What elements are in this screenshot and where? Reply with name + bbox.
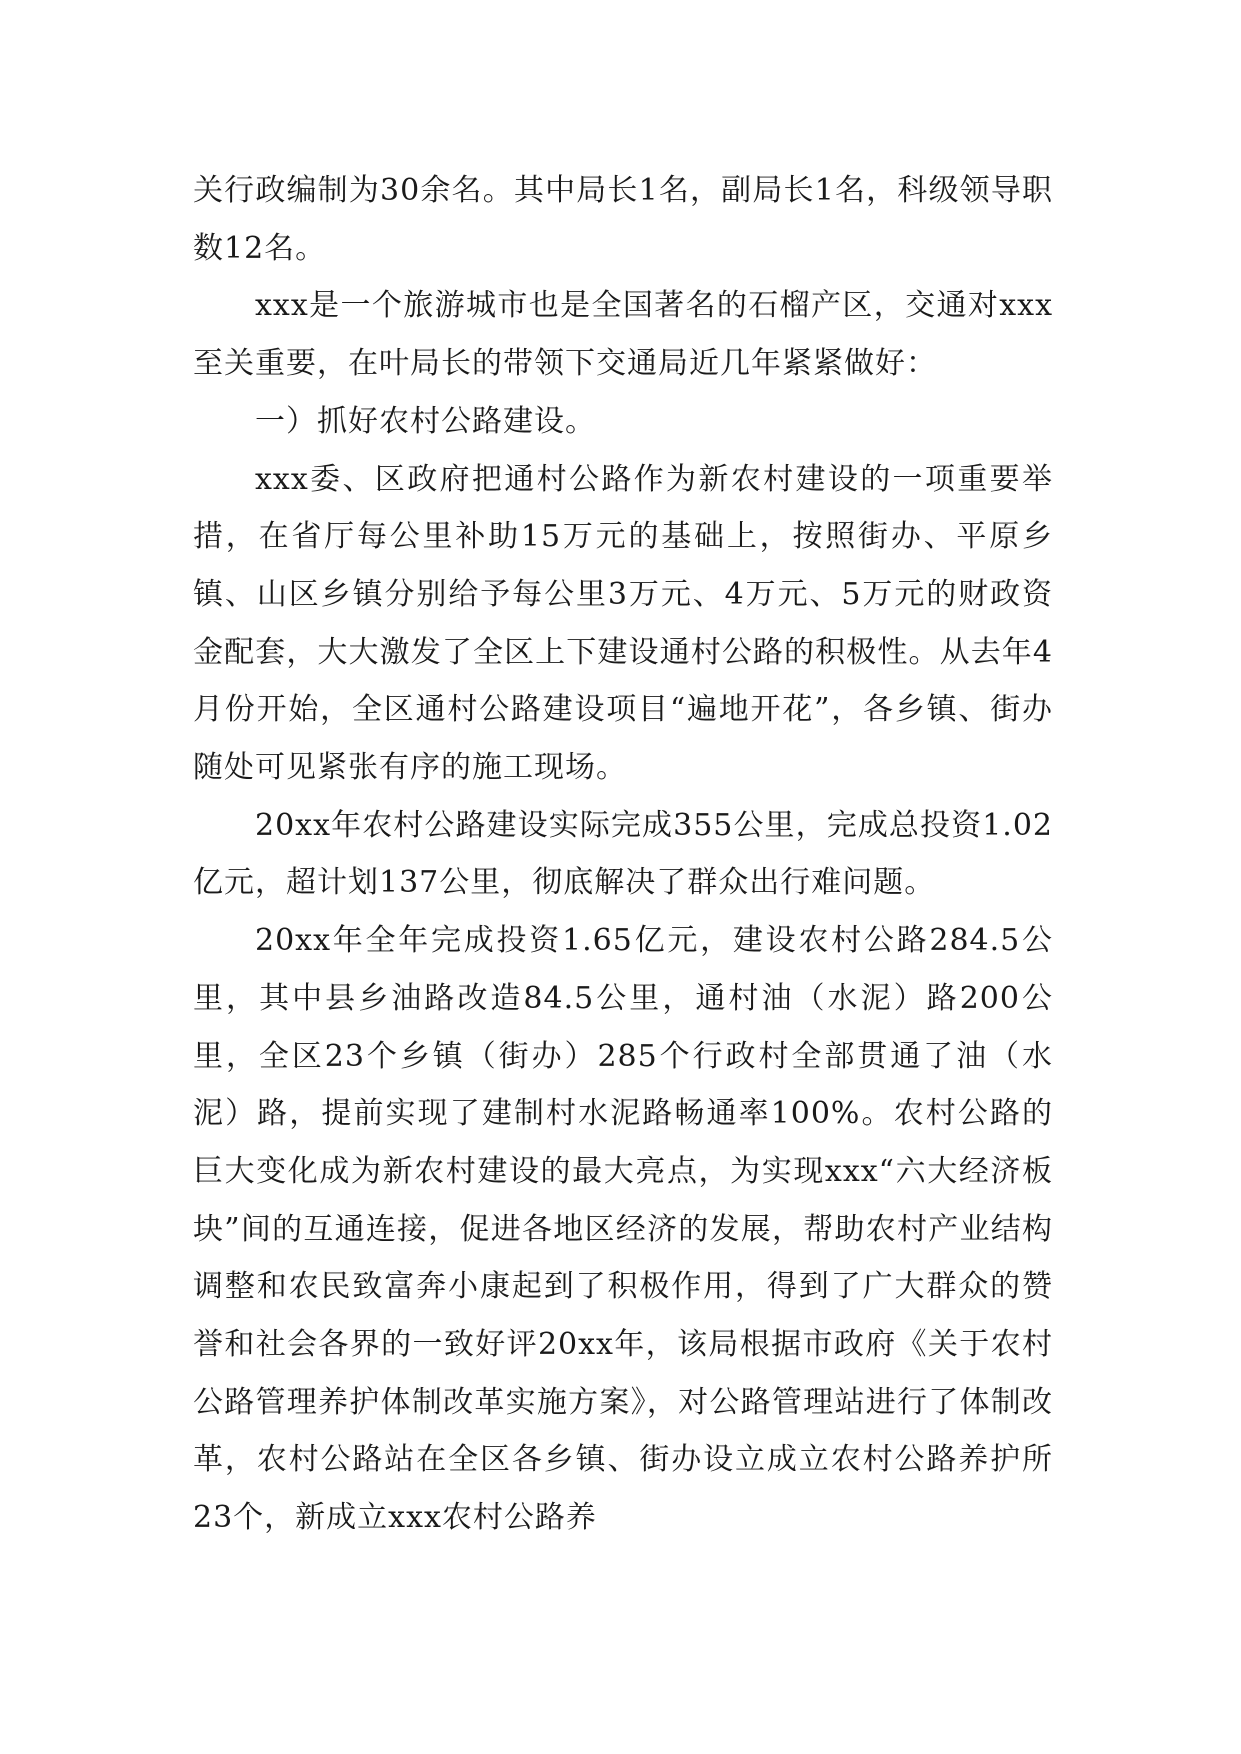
paragraph: 20xx年全年完成投资1.65亿元，建设农村公路284.5公里，其中县乡油路改造84.5公里，通村油（水泥）路200公里，全区23个乡镇（街办）285个行政村全部贯通了油（水泥）路，提前实现了建制村水泥路畅通率100%。农村公路的巨大变化成为新农村建设的最大亮点，为实现xxx“六大经济板块”间的互通连接，促进各地区经济的发展，帮助农村产业结构调整和农民致富奔小康起到了积极作用，得到了广大群众的赞誉和社会各界的一致好评20xx年，该局根据市政府《关于农村公路管理养护体制改革实施方案》，对公路管理站进行了体制改革，农村公路站在全区各乡镇、街办设立成立农村公路养护所23个，新成立xxx农村公路养 xyxy=(193,923,1053,1536)
paragraph: 关行政编制为30余名。其中局长1名，副局长1名，科级领导职数12名。 xyxy=(193,173,1053,266)
document-body xyxy=(193,162,1053,1547)
section-heading: 一）抓好农村公路建设。 xyxy=(255,403,596,439)
paragraph: xxx委、区政府把通村公路作为新农村建设的一项重要举措，在省厅每公里补助15万元的基础上，按照街办、平原乡镇、山区乡镇分别给予每公里3万元、4万元、5万元的财政资金配套，大大激发了全区上下建设通村公路的积极性。从去年4月份开始，全区通村公路建设项目“遍地开花”，各乡镇、街办随处可见紧张有序的施工现场。 xyxy=(193,461,1053,786)
paragraph: xxx是一个旅游城市也是全国著名的石榴产区，交通对xxx至关重要，在叶局长的带领下交通局近几年紧紧做好： xyxy=(193,288,1053,382)
paragraph: 20xx年农村公路建设实际完成355公里，完成总投资1.02亿元，超计划137公里，彻底解决了群众出行难问题。 xyxy=(193,807,1053,901)
